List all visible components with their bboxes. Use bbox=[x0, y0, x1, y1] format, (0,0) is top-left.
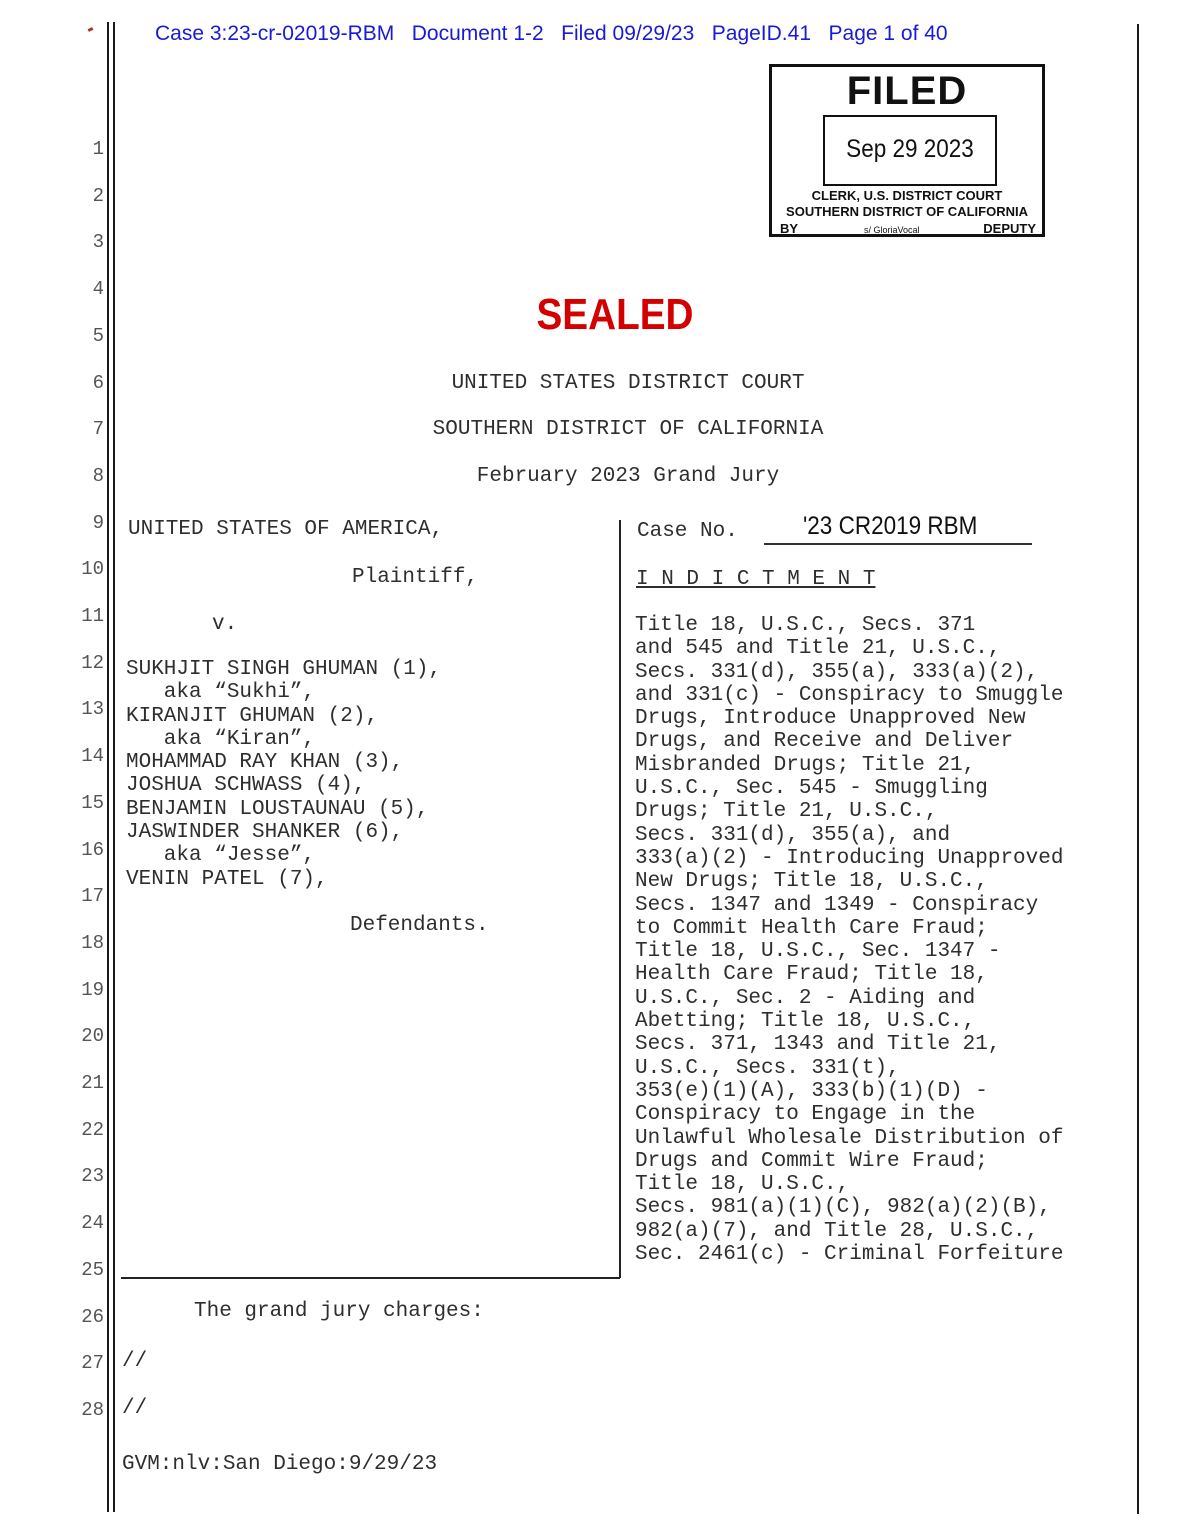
document-title: I N D I C T M E N T bbox=[636, 568, 876, 591]
case-no-underline bbox=[764, 543, 1032, 545]
defendant-line: aka “Sukhi”, bbox=[126, 681, 316, 705]
line-number: 24 bbox=[81, 1212, 104, 1235]
defendants-list bbox=[126, 658, 441, 891]
line-number: 9 bbox=[92, 511, 104, 534]
defendant-line: aka “Kiran”, bbox=[126, 727, 316, 751]
defendant-line: MOHAMMAD RAY KHAN (3), bbox=[126, 751, 404, 775]
sealed-label: SEALED bbox=[536, 290, 694, 339]
filed-stamp bbox=[769, 64, 1045, 237]
footer-initials: GVM:nlv:San Diego:9/29/23 bbox=[122, 1453, 438, 1476]
line-numbers bbox=[0, 0, 110, 1540]
charge-line: Unlawful Wholesale Distribution of bbox=[635, 1126, 1064, 1150]
charge-line: New Drugs; Title 18, U.S.C., bbox=[635, 870, 988, 894]
grand-jury: February 2023 Grand Jury bbox=[476, 465, 780, 488]
line-number: 17 bbox=[81, 885, 104, 908]
line-number: 6 bbox=[92, 371, 104, 394]
line-number: 25 bbox=[81, 1258, 104, 1281]
line-number: 14 bbox=[81, 745, 104, 768]
stamp-date-box bbox=[823, 115, 997, 186]
charge-line: Title 18, U.S.C., Sec. 1347 - bbox=[635, 940, 1001, 964]
charges-list bbox=[635, 614, 1135, 1266]
charge-line: Secs. 331(d), 355(a), and bbox=[635, 823, 951, 847]
stamp-clerk bbox=[772, 188, 1042, 220]
stamp-clerk-line1: CLERK, U.S. DISTRICT COURT bbox=[811, 188, 1003, 203]
stamp-signature: s/ GloriaVocal bbox=[864, 225, 920, 235]
charge-line: Sec. 2461(c) - Criminal Forfeiture bbox=[635, 1243, 1064, 1267]
line-number: 4 bbox=[92, 278, 104, 301]
line-number: 20 bbox=[81, 1025, 104, 1048]
defendant-line: aka “Jesse”, bbox=[126, 844, 316, 868]
line-number: 22 bbox=[81, 1118, 104, 1141]
charge-line: 982(a)(7), and Title 28, U.S.C., bbox=[635, 1219, 1039, 1243]
line-number: 15 bbox=[81, 791, 104, 814]
charge-line: Health Care Fraud; Title 18, bbox=[635, 963, 988, 987]
right-margin-rule bbox=[1137, 24, 1139, 1514]
stamp-deputy: DEPUTY bbox=[983, 221, 1036, 236]
charge-line: 333(a)(2) - Introducing Unapproved bbox=[635, 846, 1064, 870]
caption-divider-horizontal bbox=[121, 1277, 620, 1279]
stamp-by: BY bbox=[780, 221, 799, 236]
defendant-line: VENIN PATEL (7), bbox=[126, 867, 328, 891]
court-district: SOUTHERN DISTRICT OF CALIFORNIA bbox=[432, 418, 824, 441]
charge-line: Title 18, U.S.C., bbox=[635, 1173, 850, 1197]
charge-line: and 331(c) - Conspiracy to Smuggle bbox=[635, 683, 1064, 707]
line-number: 5 bbox=[92, 324, 104, 347]
line-number: 23 bbox=[81, 1165, 104, 1188]
charge-line: U.S.C., Sec. 2 - Aiding and bbox=[635, 986, 976, 1010]
line-number: 1 bbox=[92, 138, 104, 160]
line-number: 8 bbox=[92, 464, 104, 487]
line-number: 21 bbox=[81, 1072, 104, 1094]
charge-line: Abetting; Title 18, U.S.C., bbox=[635, 1010, 976, 1034]
line-number: 3 bbox=[92, 231, 104, 254]
charge-line: Title 18, U.S.C., Secs. 371 bbox=[635, 614, 976, 637]
line-number: 28 bbox=[81, 1398, 104, 1421]
charge-line: Secs. 371, 1343 and Title 21, bbox=[635, 1033, 1001, 1057]
plaintiff-name: UNITED STATES OF AMERICA, bbox=[128, 518, 444, 541]
defendant-line: BENJAMIN LOUSTAUNAU (5), bbox=[126, 797, 429, 821]
stamp-clerk-line2: SOUTHERN DISTRICT OF CALIFORNIA bbox=[786, 204, 1028, 219]
line-number: 27 bbox=[81, 1352, 104, 1375]
line-number: 19 bbox=[81, 978, 104, 1001]
court-name: UNITED STATES DISTRICT COURT bbox=[451, 372, 805, 395]
stamp-title: FILED bbox=[846, 69, 968, 113]
charge-line: Secs. 1347 and 1349 - Conspiracy bbox=[635, 893, 1039, 917]
continuation-mark-2: // bbox=[122, 1397, 148, 1420]
line-number: 13 bbox=[81, 698, 104, 721]
line-number: 12 bbox=[81, 651, 104, 674]
line-number: 18 bbox=[81, 931, 104, 954]
line-number: 2 bbox=[92, 184, 104, 207]
line-number: 10 bbox=[81, 558, 104, 581]
charge-line: Drugs; Title 21, U.S.C., bbox=[635, 800, 938, 824]
line-number: 11 bbox=[81, 605, 104, 627]
charge-line: Drugs, and Receive and Deliver bbox=[635, 730, 1014, 754]
charge-line: U.S.C., Sec. 545 - Smuggling bbox=[635, 777, 988, 801]
defendant-line: KIRANJIT GHUMAN (2), bbox=[126, 704, 379, 728]
charge-line: and 545 and Title 21, U.S.C., bbox=[635, 637, 1001, 661]
case-no-value: '23 CR2019 RBM bbox=[803, 512, 978, 540]
defendant-line: JOSHUA SCHWASS (4), bbox=[126, 774, 366, 798]
charge-line: Conspiracy to Engage in the bbox=[635, 1103, 976, 1127]
charge-line: Drugs and Commit Wire Fraud; bbox=[635, 1149, 988, 1173]
left-margin-rule-inner bbox=[113, 22, 115, 1512]
charge-line: 353(e)(1)(A), 333(b)(1)(D) - bbox=[635, 1079, 988, 1103]
case-header: Case 3:23-cr-02019-RBM Document 1-2 Filed 09/29/23 PageID.41 Page 1 of 40 bbox=[155, 22, 948, 45]
line-number: 16 bbox=[81, 838, 104, 861]
defendant-line: SUKHJIT SINGH GHUMAN (1), bbox=[126, 658, 442, 681]
defendants-label: Defendants. bbox=[350, 914, 489, 937]
plaintiff-label: Plaintiff, bbox=[352, 566, 479, 589]
charge-line: Drugs, Introduce Unapproved New bbox=[635, 707, 1026, 731]
charge-line: to Commit Health Care Fraud; bbox=[635, 916, 988, 940]
intro-text: The grand jury charges: bbox=[194, 1300, 484, 1323]
charge-line: U.S.C., Secs. 331(t), bbox=[635, 1056, 900, 1080]
charge-line: Secs. 981(a)(1)(C), 982(a)(2)(B), bbox=[635, 1196, 1051, 1220]
charge-line: Secs. 331(d), 355(a), 333(a)(2), bbox=[635, 660, 1039, 684]
caption-divider-vertical bbox=[619, 520, 621, 1278]
versus: v. bbox=[212, 613, 238, 636]
continuation-mark-1: // bbox=[122, 1350, 148, 1373]
stamp-date: Sep 29 2023 bbox=[846, 135, 974, 163]
case-no-label: Case No. bbox=[637, 520, 738, 543]
charge-line: Misbranded Drugs; Title 21, bbox=[635, 753, 976, 777]
defendant-line: JASWINDER SHANKER (6), bbox=[126, 821, 404, 845]
line-number: 26 bbox=[81, 1305, 104, 1328]
line-number: 7 bbox=[92, 418, 104, 441]
